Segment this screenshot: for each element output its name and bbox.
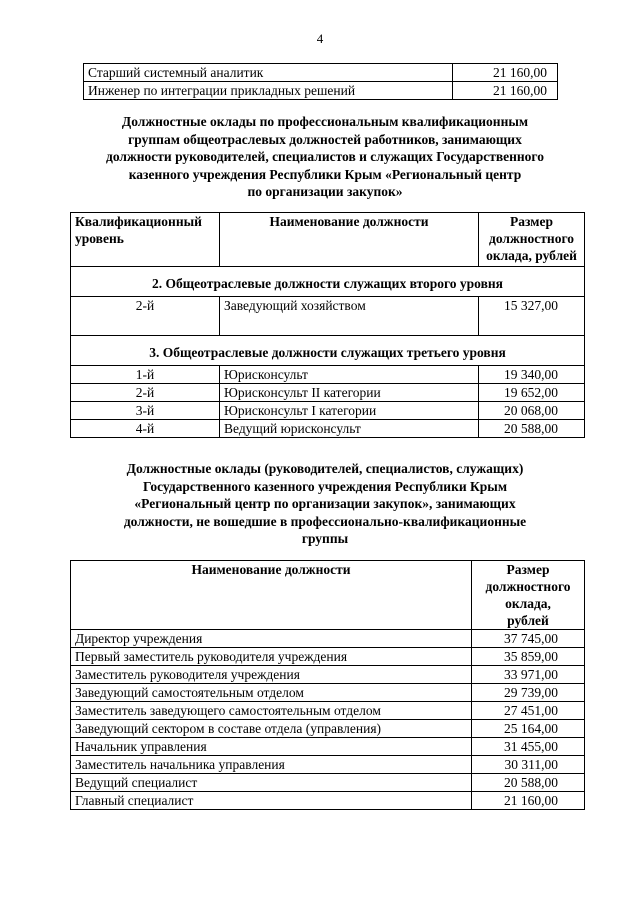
header-position: Наименование должности (220, 213, 479, 267)
group-heading-row (71, 336, 585, 366)
salary-value: 29 739,00 (472, 684, 585, 702)
title-line: казенного учреждения Республики Крым «Региональный центр (128, 166, 522, 182)
qualification-table (70, 212, 585, 438)
salary-value: 35 859,00 (472, 648, 585, 666)
section1-title (75, 113, 575, 201)
position-name: Ведущий юрисконсульт (220, 420, 479, 438)
level-value: 1-й (71, 366, 220, 384)
table-row (71, 648, 585, 666)
table-row (71, 702, 585, 720)
title-line: «Региональный центр по организации закупок», занимающих (134, 496, 516, 511)
table-header-row (71, 561, 585, 630)
table-row (71, 366, 585, 384)
table-row (71, 297, 585, 336)
salary-value: 21 160,00 (453, 64, 558, 82)
position-name: Ведущий специалист (71, 774, 472, 792)
title-line: должности, не вошедшие в профессионально-квалификационные (123, 513, 527, 529)
title-line: Должностные оклады (руководителей, специалистов, служащих) (126, 461, 524, 476)
table-row (71, 774, 585, 792)
header-line: должностного (485, 579, 571, 594)
header-line: оклада, рублей (486, 248, 577, 263)
group3-title: 3. Общеотраслевые должности служащих третьего уровня (71, 336, 585, 366)
group2-title: 2. Общеотраслевые должности служащих второго уровня (71, 267, 585, 297)
title-line: Государственного казенного учреждения Республики Крым (142, 478, 508, 494)
salary-value: 25 164,00 (472, 720, 585, 738)
table-row (71, 402, 585, 420)
salary-value: 37 745,00 (472, 630, 585, 648)
salary-value: 27 451,00 (472, 702, 585, 720)
table-row (84, 82, 558, 100)
header-line: уровень (75, 231, 124, 246)
salary-value: 20 068,00 (479, 402, 585, 420)
salary-value: 20 588,00 (472, 774, 585, 792)
position-name: Заведующий самостоятельным отделом (71, 684, 472, 702)
position-name: Старший системный аналитик (84, 64, 453, 82)
position-name: Юрисконсульт I категории (220, 402, 479, 420)
salary-value: 30 311,00 (472, 756, 585, 774)
position-name: Заведующий сектором в составе отдела (управления) (71, 720, 472, 738)
position-name: Инженер по интеграции прикладных решений (84, 82, 453, 100)
level-value: 2-й (71, 384, 220, 402)
header-salary (479, 213, 585, 267)
salary-value: 19 652,00 (479, 384, 585, 402)
title-line: Должностные оклады по профессиональным квалификационным (121, 114, 529, 129)
salary-value: 20 588,00 (479, 420, 585, 438)
position-name: Директор учреждения (71, 630, 472, 648)
header-line: оклада, (505, 596, 551, 611)
salary-value: 33 971,00 (472, 666, 585, 684)
level-value: 3-й (71, 402, 220, 420)
table-row (84, 64, 558, 82)
level-value: 4-й (71, 420, 220, 438)
header-level (71, 213, 220, 267)
header-line: Размер (510, 214, 553, 229)
position-name: Юрисконсульт (220, 366, 479, 384)
salary-value: 21 160,00 (472, 792, 585, 810)
position-name: Заместитель заведующего самостоятельным отделом (71, 702, 472, 720)
salary-value: 19 340,00 (479, 366, 585, 384)
table-row (71, 384, 585, 402)
salary-value: 21 160,00 (453, 82, 558, 100)
title-line: по организации закупок» (247, 184, 403, 199)
table-header-row (71, 213, 585, 267)
position-name: Юрисконсульт II категории (220, 384, 479, 402)
position-name: Заведующий хозяйством (220, 297, 479, 336)
table-row (71, 738, 585, 756)
table-row (71, 756, 585, 774)
table-row (71, 666, 585, 684)
title-line: должности руководителей, специалистов и служащих Государственного (106, 149, 544, 164)
position-name: Начальник управления (71, 738, 472, 756)
header-salary (472, 561, 585, 630)
salary-value: 15 327,00 (479, 297, 585, 336)
table-row (71, 420, 585, 438)
position-name: Заместитель начальника управления (71, 756, 472, 774)
header-line: Квалификационный (75, 214, 202, 229)
top-salary-table (83, 63, 558, 100)
table-row (71, 630, 585, 648)
position-name: Первый заместитель руководителя учреждения (71, 648, 472, 666)
table-row (71, 792, 585, 810)
header-line: Размер (506, 562, 550, 577)
table-row (71, 720, 585, 738)
title-line: группы (301, 531, 349, 546)
salary-value: 31 455,00 (472, 738, 585, 756)
other-positions-table (70, 560, 585, 810)
group-heading-row (71, 267, 585, 297)
header-line: должностного (489, 231, 574, 246)
title-line: группам общеотраслевых должностей работников, занимающих (128, 131, 522, 147)
section2-title (75, 460, 575, 548)
position-name: Заместитель руководителя учреждения (71, 666, 472, 684)
header-position: Наименование должности (71, 561, 472, 630)
table-row (71, 684, 585, 702)
page-number: 4 (316, 31, 324, 46)
position-name: Главный специалист (71, 792, 472, 810)
header-line: рублей (507, 613, 549, 628)
level-value: 2-й (71, 297, 220, 336)
